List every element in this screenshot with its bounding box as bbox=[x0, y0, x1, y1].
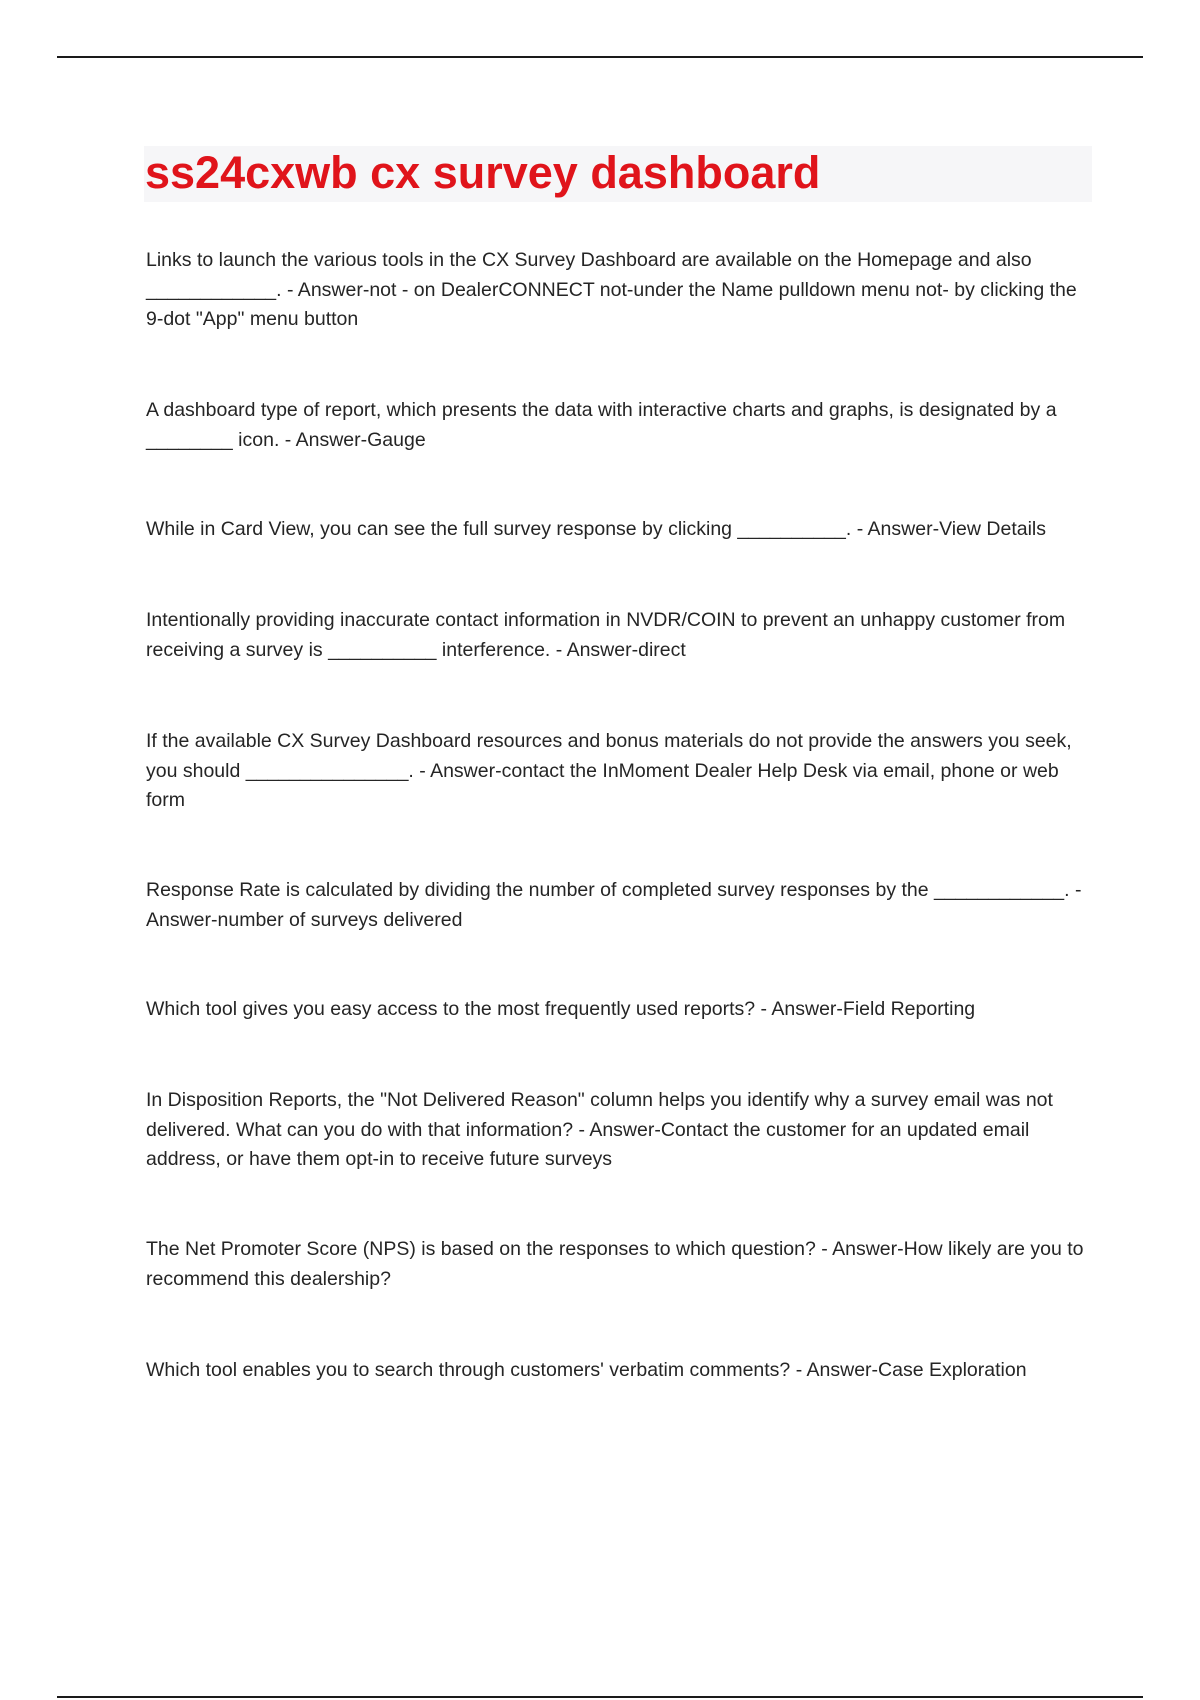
qa-item-1: Links to launch the various tools in the CX Survey Dashboard are available on the Homepage and also ____________. - Answer-not - on DealerCONNECT not-under the Name pulldown menu not- by clicking the 9-dot "App" menu button bbox=[146, 249, 1077, 330]
qa-item-9: The Net Promoter Score (NPS) is based on the responses to which question? - Answer-How likely are you to recommend this dealership? bbox=[146, 1238, 1084, 1290]
bottom-rule bbox=[57, 1696, 1143, 1698]
qa-item-7: Which tool gives you easy access to the most frequently used reports? - Answer-Field Reporting bbox=[146, 998, 976, 1020]
qa-item-3: While in Card View, you can see the full survey response by clicking __________. - Answer-View Details bbox=[146, 518, 1046, 540]
qa-item-8: In Disposition Reports, the "Not Delivered Reason" column helps you identify why a survey email was not delivered. What can you do with that information? - Answer-Contact the customer for an updated email address, or have them opt-in to receive future surveys bbox=[146, 1089, 1053, 1170]
qa-item-10: Which tool enables you to search through customers' verbatim comments? - Answer-Case Exploration bbox=[146, 1359, 1027, 1381]
top-rule bbox=[57, 56, 1143, 58]
qa-item-5: If the available CX Survey Dashboard resources and bonus materials do not provide the answers you seek, you should _______________. - Answer-contact the InMoment Dealer Help Desk via email, phone or web form bbox=[146, 730, 1072, 811]
qa-item-4: Intentionally providing inaccurate contact information in NVDR/COIN to prevent an unhappy customer from receiving a survey is __________ interference. - Answer-direct bbox=[146, 609, 1066, 661]
page-title: ss24cxwb cx survey dashboard bbox=[145, 147, 821, 198]
qa-item-2: A dashboard type of report, which presents the data with interactive charts and graphs, is designated by a ________ icon. - Answer-Gauge bbox=[146, 399, 1057, 451]
qa-item-6: Response Rate is calculated by dividing the number of completed survey responses by the ____________. - Answer-number of surveys delivered bbox=[146, 879, 1082, 931]
